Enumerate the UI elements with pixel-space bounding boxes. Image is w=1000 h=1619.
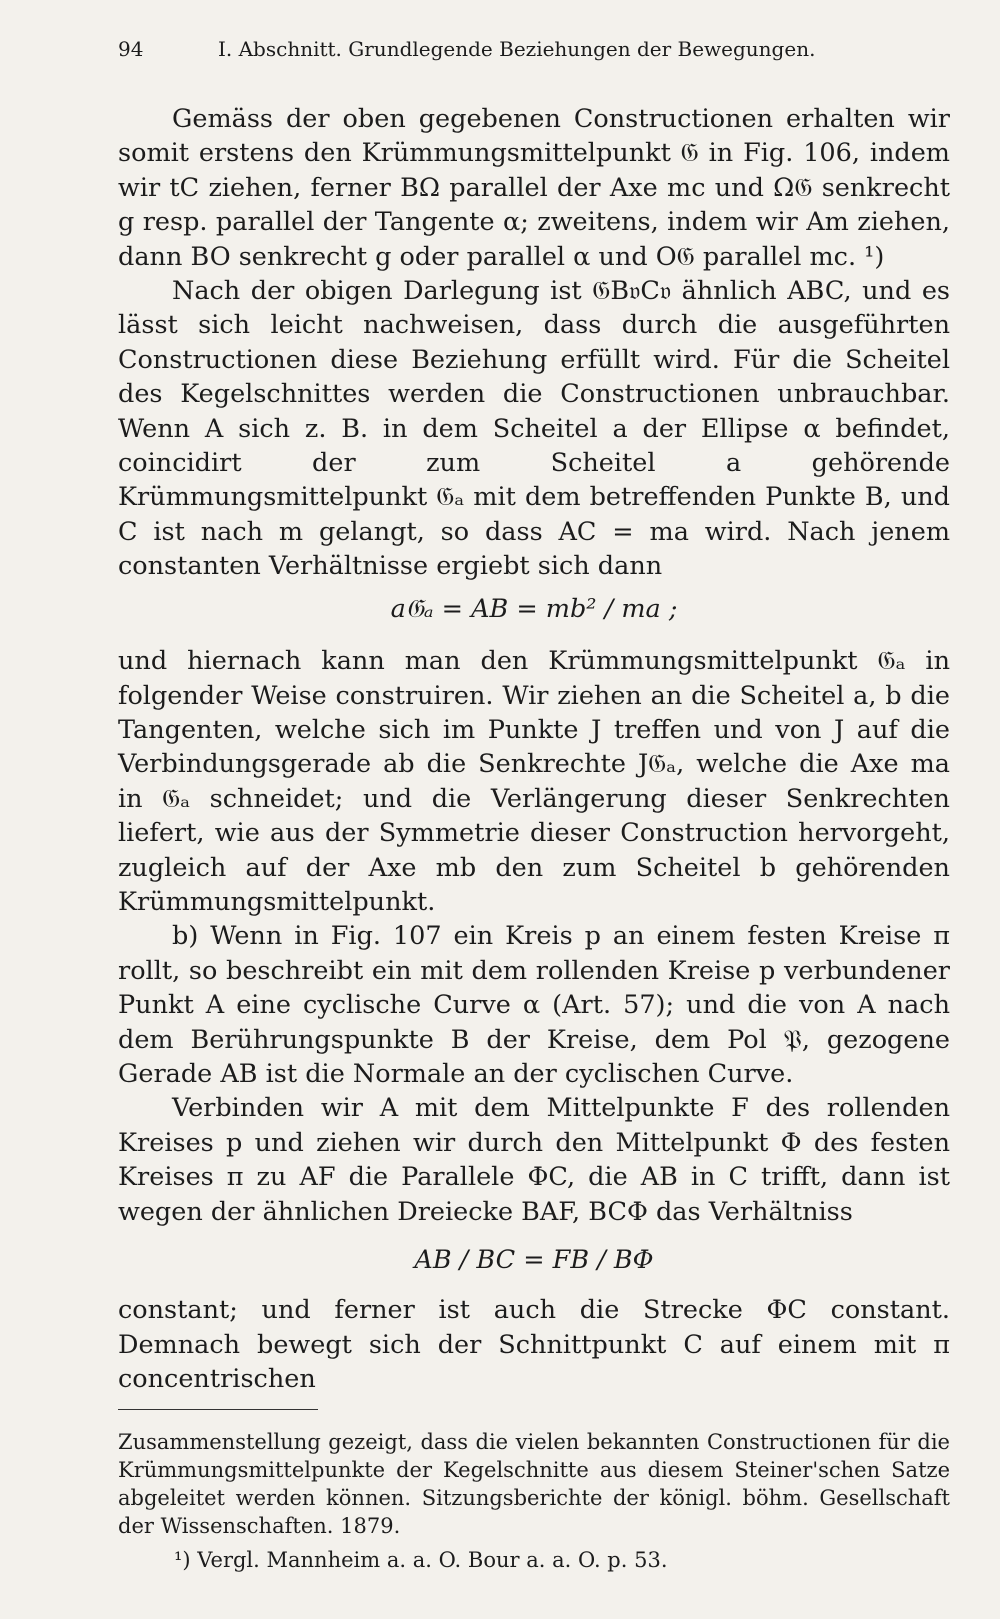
paragraph-4: b) Wenn in Fig. 107 ein Kreis p an einem festen Kreise π rollt, so beschreibt ein mit dem rollenden Kreise p verbundener Punkt A eine cyclische Curve α (Art. 57); und die von A nach dem Berührungspunkte B der Kreise, dem Pol 𝔓, gezogene Gerade AB ist die Normale an der cyclischen Curve. — [118, 921, 950, 1089]
running-title: I. Abschnitt. Grundlegende Beziehungen der Bewegungen. — [218, 37, 816, 61]
footnote-divider — [118, 1409, 318, 1410]
running-head — [118, 36, 950, 62]
page-number: 94 — [118, 37, 144, 61]
footnote-continued: Zusammenstellung gezeigt, dass die vielen bekannten Constructionen für die Krümmungsmittelpunkte der Kegelschnitte aus diesem Steiner'schen Satze abgeleitet werden können. Sitzungsberichte der königl. böhm. Gesellschaft der Wissenschaften. 1879. — [118, 1429, 950, 1538]
paragraph-3: und hiernach kann man den Krümmungsmittelpunkt 𝔊ₐ in folgender Weise construiren. Wir ziehen an die Scheitel a, b die Tangenten, welche sich im Punkte J treffen und von J auf die Verbindungsgerade ab die Senkrechte J𝔊ₐ, welche die Axe ma in 𝔊ₐ schneidet; und die Verlängerung dieser Senkrechten liefert, wie aus der Symmetrie dieser Construction hervorgeht, zugleich auf der Axe mb den zum Scheitel b gehörenden Krümmungsmittelpunkt. — [118, 646, 950, 917]
formula-curvature-vertex: a𝔊ₐ = AB = mb² / ma ; — [390, 593, 678, 624]
paragraph-2: Nach der obigen Darlegung ist 𝔊B𝔳C𝔳 ähnlich ABC, und es lässt sich leicht nachweisen, dass durch die ausgeführten Constructionen diese Beziehung erfüllt wird. Für die Scheitel des Kegelschnittes werden die Constructionen unbrauchbar. Wenn A sich z. B. in dem Scheitel a der Ellipse α befindet, coincidirt der zum Scheitel a gehörende Krümmungsmittelpunkt 𝔊ₐ mit dem betreffenden Punkte B, und C ist nach m gelangt, so dass AC = ma wird. Nach jenem constanten Verhältnisse ergiebt sich dann — [118, 276, 950, 582]
formula-ratio: AB / BC = FB / BΦ — [414, 1245, 654, 1275]
footnote-1: ¹) Vergl. Mannheim a. a. O. Bour a. a. O. p. 53. — [174, 1547, 668, 1572]
paragraph-1: Gemäss der oben gegebenen Constructionen erhalten wir somit erstens den Krümmungsmittelpunkt 𝔊 in Fig. 106, indem wir tC ziehen, ferner BΩ parallel der Axe mc und Ω𝔊 senkrecht g resp. parallel der Tangente α; zweitens, indem wir Am ziehen, dann BO senkrecht g oder parallel α und O𝔊 parallel mc. ¹) — [118, 104, 950, 272]
paragraph-5: Verbinden wir A mit dem Mittelpunkte F des rollenden Kreises p und ziehen wir durch den Mittelpunkt Φ des festen Kreises π zu AF die Parallele ΦC, die AB in C trifft, dann ist wegen der ähnlichen Dreiecke BAF, BCΦ das Verhältniss — [118, 1093, 950, 1227]
paragraph-6: constant; und ferner ist auch die Strecke ΦC constant. Demnach bewegt sich der Schnittpunkt C auf einem mit π concentrischen — [118, 1295, 950, 1395]
